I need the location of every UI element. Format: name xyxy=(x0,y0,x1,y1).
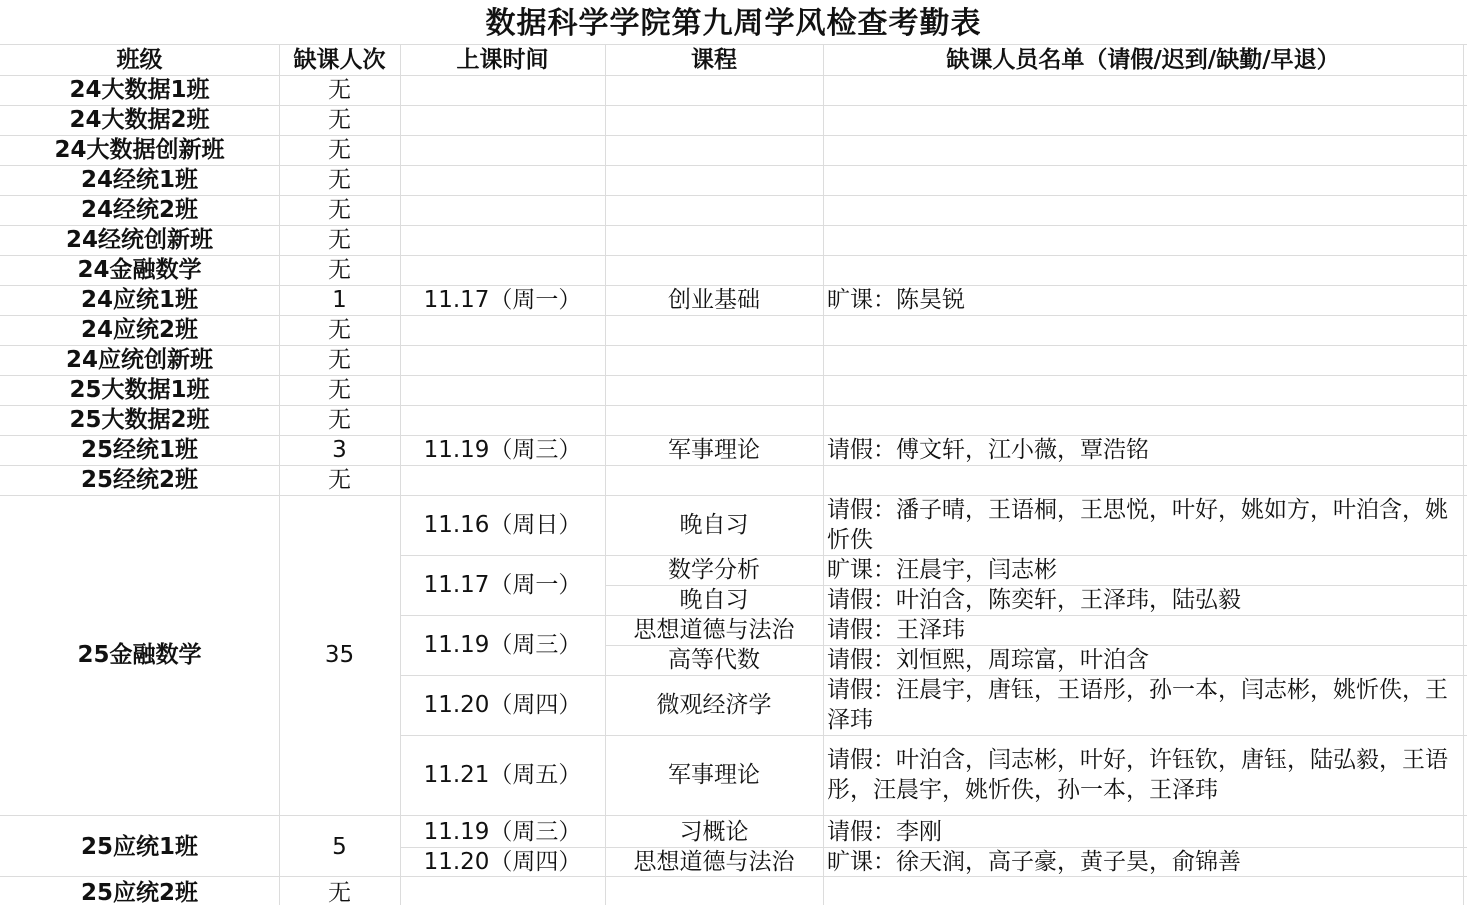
time-cell: 11.17（周一） xyxy=(423,572,582,598)
course-cell: 创业基础 xyxy=(668,287,760,313)
count-cell: 无 xyxy=(328,107,351,133)
time-cell: 11.20（周四） xyxy=(423,692,582,718)
names-cell: 旷课：陈昊锐 xyxy=(827,287,965,313)
names-cell: 旷课：汪晨宇，闫志彬 xyxy=(827,557,1057,583)
class-name-cell: 24大数据2班 xyxy=(69,107,210,133)
names-cell: 请假：王泽玮 xyxy=(827,617,965,643)
column-divider xyxy=(1463,44,1464,905)
header-names: 缺课人员名单（请假/迟到/缺勤/早退） xyxy=(946,47,1340,73)
count-cell: 35 xyxy=(324,642,355,668)
count-cell: 无 xyxy=(328,407,351,433)
count-cell: 无 xyxy=(328,317,351,343)
course-cell: 思想道德与法治 xyxy=(633,849,795,875)
time-cell: 11.19（周三） xyxy=(423,819,582,845)
course-cell: 习概论 xyxy=(679,819,749,845)
time-cell: 11.16（周日） xyxy=(423,512,582,538)
class-name-cell: 24应统创新班 xyxy=(65,347,213,373)
course-cell: 军事理论 xyxy=(668,437,760,463)
count-cell: 无 xyxy=(328,257,351,283)
header-time: 上课时间 xyxy=(456,47,549,73)
course-cell: 晚自习 xyxy=(679,512,749,538)
names-cell: 请假：刘恒熙，周琮富，叶泊含 xyxy=(827,647,1149,673)
course-cell: 晚自习 xyxy=(679,587,749,613)
class-name-cell: 25应统2班 xyxy=(80,880,198,906)
class-name-cell: 24大数据1班 xyxy=(69,77,210,103)
class-name-cell: 25应统1班 xyxy=(80,834,198,860)
class-name-cell: 25大数据1班 xyxy=(69,377,210,403)
class-name-cell: 24经统1班 xyxy=(80,167,198,193)
names-cell: 请假：傅文轩，江小薇，覃浩铭 xyxy=(827,437,1149,463)
count-cell: 无 xyxy=(328,197,351,223)
count-cell: 无 xyxy=(328,137,351,163)
time-cell: 11.21（周五） xyxy=(423,762,582,788)
class-name-cell: 24应统2班 xyxy=(80,317,198,343)
names-cell: 请假：潘子晴，王语桐，王思悦，叶好，姚如方，叶泊含，姚忻佚 xyxy=(827,497,1448,553)
count-cell: 无 xyxy=(328,347,351,373)
count-cell: 无 xyxy=(328,167,351,193)
names-cell: 旷课：徐天润，高子豪，黄子昊，俞锦善 xyxy=(827,849,1241,875)
count-cell: 无 xyxy=(328,880,351,906)
header-course: 课程 xyxy=(691,47,737,73)
time-cell: 11.19（周三） xyxy=(423,632,582,658)
count-cell: 无 xyxy=(328,77,351,103)
names-cell: 请假：叶泊含，闫志彬，叶好，许钰钦，唐钰，陆弘毅，王语彤，汪晨宇，姚忻佚，孙一本，王泽玮 xyxy=(827,747,1448,803)
course-cell: 高等代数 xyxy=(668,647,760,673)
header-count: 缺课人次 xyxy=(293,47,386,73)
class-name-cell: 25经统2班 xyxy=(80,467,198,493)
class-name-cell: 25经统1班 xyxy=(80,437,198,463)
names-cell: 请假：叶泊含，陈奕轩，王泽玮，陆弘毅 xyxy=(827,587,1241,613)
time-cell: 11.20（周四） xyxy=(423,849,582,875)
names-cell: 请假：汪晨宇，唐钰，王语彤，孙一本，闫志彬，姚忻佚，王泽玮 xyxy=(827,677,1448,733)
class-name-cell: 24经统2班 xyxy=(80,197,198,223)
count-cell: 无 xyxy=(328,467,351,493)
sheet-title: 数据科学学院第九周学风检查考勤表 xyxy=(485,6,982,41)
count-cell: 无 xyxy=(328,227,351,253)
time-cell: 11.19（周三） xyxy=(423,437,582,463)
course-cell: 微观经济学 xyxy=(656,692,772,718)
count-cell: 3 xyxy=(332,437,347,463)
class-name-cell: 24经统创新班 xyxy=(65,227,213,253)
names-cell: 请假：李刚 xyxy=(827,819,942,845)
class-name-cell: 24金融数学 xyxy=(77,257,202,283)
row-divider xyxy=(0,815,1467,816)
header-class: 班级 xyxy=(116,47,163,73)
class-name-cell: 25大数据2班 xyxy=(69,407,210,433)
course-cell: 数学分析 xyxy=(668,557,760,583)
course-cell: 思想道德与法治 xyxy=(633,617,795,643)
class-name-cell: 24大数据创新班 xyxy=(54,137,225,163)
count-cell: 1 xyxy=(332,287,347,313)
count-cell: 无 xyxy=(328,377,351,403)
class-name-cell: 25金融数学 xyxy=(77,642,202,668)
time-cell: 11.17（周一） xyxy=(423,287,582,313)
course-cell: 军事理论 xyxy=(668,762,760,788)
count-cell: 5 xyxy=(332,834,347,860)
class-name-cell: 24应统1班 xyxy=(80,287,198,313)
